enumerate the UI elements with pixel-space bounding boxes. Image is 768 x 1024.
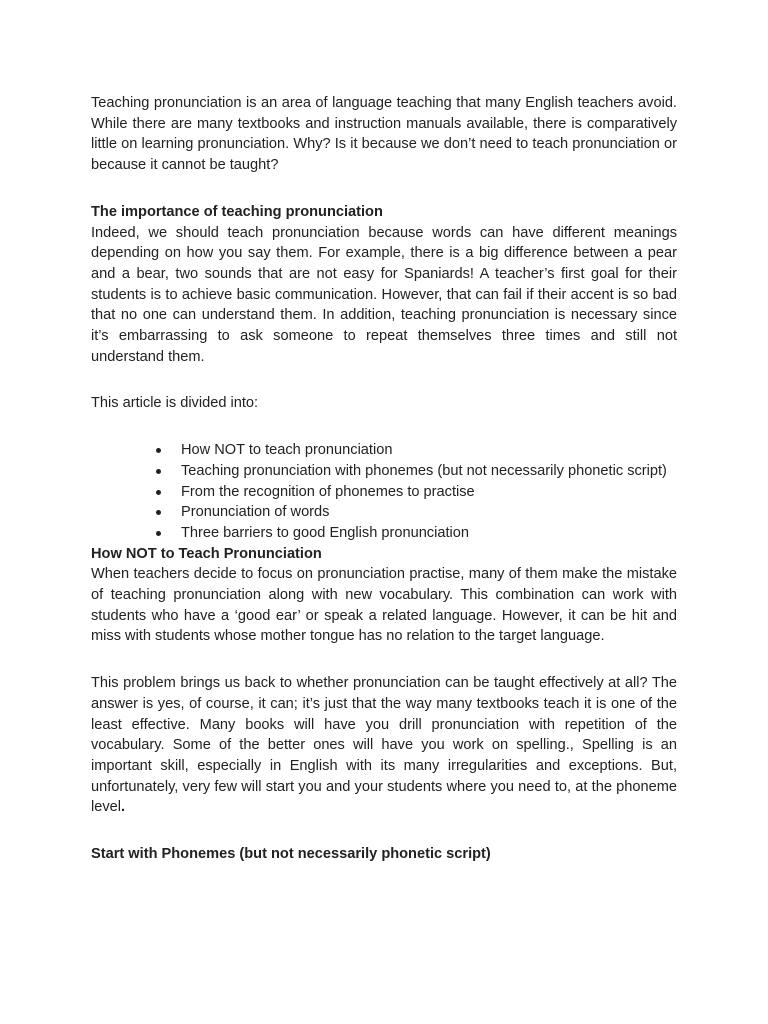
list-item: Three barriers to good English pronunciation <box>91 523 677 544</box>
importance-paragraph: Indeed, we should teach pronunciation because words can have different meanings depending on how you say them. For example, there is a big difference between a pear and a bear, two sounds that are not easy for Spaniards! A teacher’s first goal for their students is to achieve basic communication. However, that can fail if their accent is so bad that no one can understand them. In addition, teaching pronunciation is necessary since it’s embarrassing to ask someone to repeat themselves three times and still not understand them. <box>91 224 677 365</box>
bullet-icon <box>156 469 161 474</box>
bullet-icon <box>156 448 161 453</box>
list-item: From the recognition of phonemes to practise <box>91 482 677 503</box>
list-item: How NOT to teach pronunciation <box>91 440 677 461</box>
intro-paragraph: Teaching pronunciation is an area of language teaching that many English teachers avoid. While there are many textbooks and instruction manuals available, there is comparatively little on learning pronunciation. Why? Is it because we don’t need to teach pronunciation or because it cannot be taught? <box>91 95 677 174</box>
bullet-icon <box>156 490 161 495</box>
list-item: Pronunciation of words <box>91 502 677 523</box>
bullet-icon <box>156 531 161 536</box>
bullet-icon <box>156 510 161 515</box>
how-not-paragraph-1: When teachers decide to focus on pronunciation practise, many of them make the mistake of teaching pronunciation along with new vocabulary. This combination can work with students who have a ‘good ear’ or speak a related language. However, it can be hit and miss with students whose mother tongue has no relation to the target language. <box>91 566 677 645</box>
document-page <box>91 93 677 865</box>
list-item: Teaching pronunciation with phonemes (but not necessarily phonetic script) <box>91 461 677 482</box>
section-heading-how-not: How NOT to Teach Pronunciation <box>91 545 322 562</box>
section-heading-phonemes: Start with Phonemes (but not necessarily phonetic script) <box>91 846 491 863</box>
divided-intro: This article is divided into: <box>91 395 259 412</box>
section-heading-importance: The importance of teaching pronunciation <box>91 203 383 220</box>
how-not-paragraph-2: This problem brings us back to whether pronunciation can be taught effectively at all? The answer is yes, of course, it can; it’s just that the way many textbooks teach it is one of the least effective. Many books will have you drill pronunciation with repetition of the vocabulary. Some of the better ones will have you work on spelling., Spelling is an important skill, especially in English with its many irregularities and exceptions. But, unfortunately, very few will start you and your students where you need to, at the phoneme level. <box>91 675 677 816</box>
contents-list <box>91 440 677 544</box>
